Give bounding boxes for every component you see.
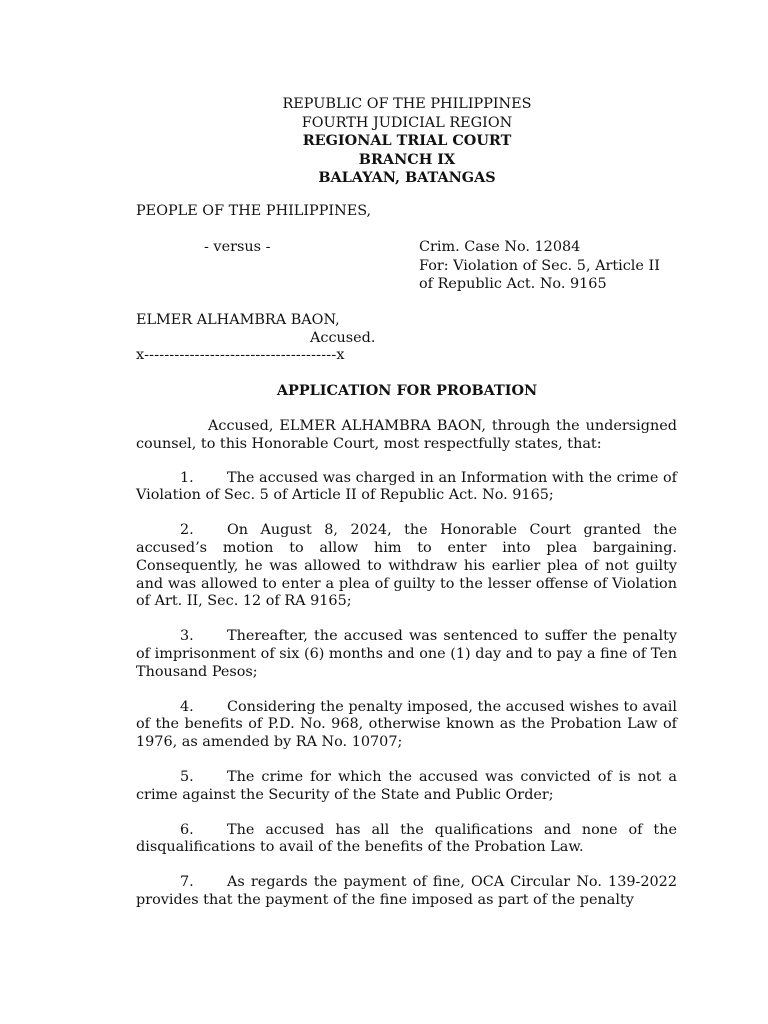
intro-paragraph: Accused, ELMER ALHAMBRA BAON, through the undersigned counsel, to this Honorable Court, most respectfully states, that:	[136, 418, 677, 452]
paragraph-number: 1.	[180, 469, 194, 486]
paragraph-number: 6.	[180, 821, 194, 838]
paragraph-text: The accused has all the qualifications and none of the disqualifications to avail of the benefits of the Probation Law.	[136, 821, 677, 856]
paragraph-text: On August 8, 2024, the Honorable Court granted the accused’s motion to allow him to enter into plea bargaining. Consequently, he was allowed to withdraw his earlier plea of not guilty and was allowed to enter a plea of guilty to the lesser offense of Violation of Art. II, Sec. 12 of RA 9165;	[136, 522, 677, 610]
paragraph-text: The accused was charged in an Information with the crime of Violation of Sec. 5 of Article II of Republic Act. No. 9165;	[136, 469, 677, 504]
header-region: FOURTH JUDICIAL REGION	[301, 114, 513, 131]
paragraph-number: 4.	[180, 698, 194, 715]
numbered-paragraph	[136, 470, 677, 506]
caption-separator: x--------------------------------------x	[136, 347, 345, 363]
header-location: BALAYAN, BATANGAS	[318, 169, 496, 187]
header-republic: REPUBLIC OF THE PHILIPPINES	[282, 96, 532, 112]
paragraph-number: 3.	[180, 628, 194, 645]
versus-label: - versus -	[204, 239, 271, 255]
numbered-paragraph	[136, 699, 677, 752]
accused-name: ELMER ALHAMBRA BAON,	[136, 312, 340, 328]
paragraph-text: As regards the payment of fine, OCA Circular No. 139-2022 provides that the payment of the fine imposed as part of the penalty	[136, 874, 677, 908]
numbered-paragraph	[136, 874, 677, 910]
numbered-paragraph	[136, 769, 677, 805]
paragraph-number: 5.	[180, 768, 194, 785]
paragraph-text: Considering the penalty imposed, the accused wishes to avail of the benefits of P.D. No. 968, otherwise known as the Probation Law of 1976, as amended by RA No. 10707;	[136, 698, 677, 751]
case-details	[419, 238, 660, 294]
paragraph-text: Thereafter, the accused was sentenced to suffer the penalty of imprisonment of six (6) months and one (1) day and to pay a fine of Ten Thousand Pesos;	[136, 628, 677, 680]
accused-label: Accused.	[310, 330, 376, 346]
paragraph-text: The crime for which the accused was convicted of is not a crime against the Security of the State and Public Order;	[136, 768, 677, 803]
header-court: REGIONAL TRIAL COURT	[302, 132, 512, 150]
numbered-paragraph	[136, 628, 677, 681]
numbered-paragraph	[136, 822, 677, 858]
paragraph-number: 2.	[180, 522, 194, 539]
paragraph-number: 7.	[180, 874, 194, 891]
case-offense-line1: For: Violation of Sec. 5, Article II	[419, 257, 660, 274]
plaintiff-name: PEOPLE OF THE PHILIPPINES,	[136, 203, 372, 219]
case-offense-line2: of Republic Act. No. 9165	[419, 276, 607, 292]
numbered-paragraph	[136, 522, 677, 611]
case-number: Crim. Case No. 12084	[419, 239, 581, 255]
header-branch: BRANCH IX	[358, 150, 456, 168]
court-header	[0, 95, 768, 188]
document-body	[136, 418, 677, 927]
document-title: APPLICATION FOR PROBATION	[276, 382, 538, 399]
